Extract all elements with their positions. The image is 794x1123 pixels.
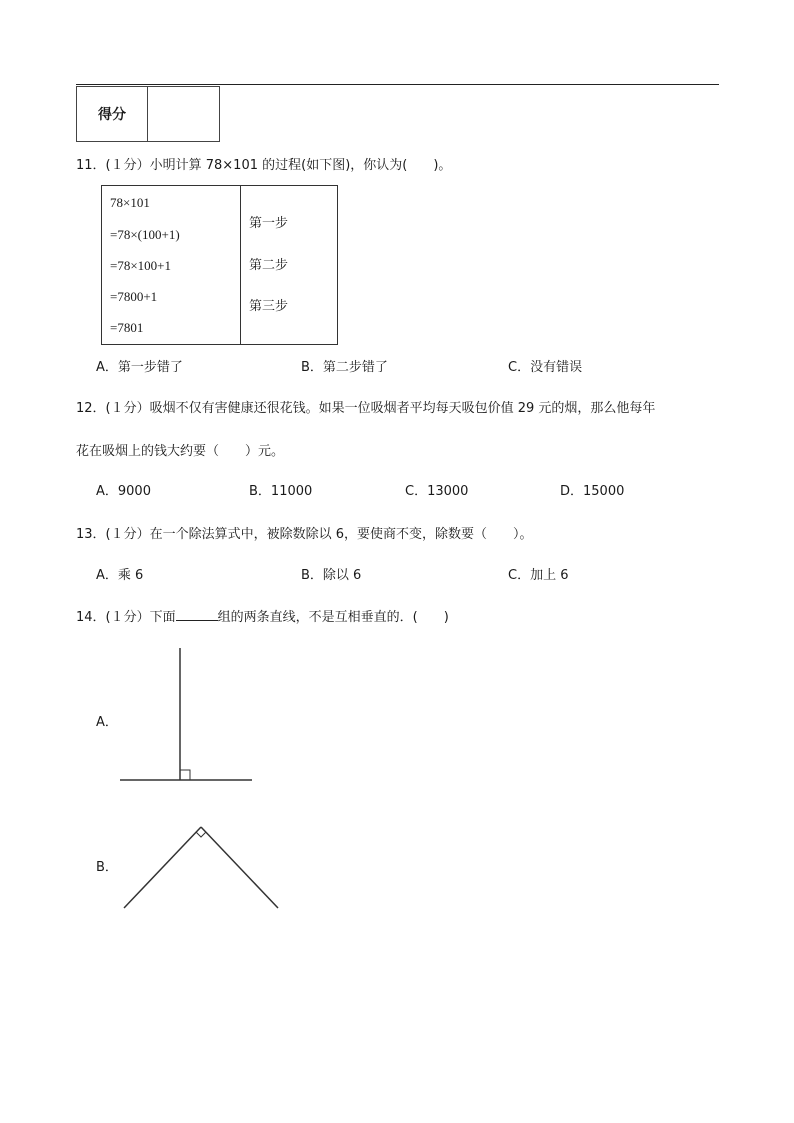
score-value xyxy=(148,87,219,141)
q14-option-b[interactable]: B． xyxy=(96,860,118,875)
q14-figure-a xyxy=(110,640,270,790)
q11-option-c[interactable]: C．没有错误 xyxy=(508,360,583,375)
question-11-stem: 11．(１分）小明计算 78×101 的过程(如下图)，你认为( )。 xyxy=(76,158,452,173)
left-slant-line xyxy=(124,827,201,908)
right-angle-mark xyxy=(196,832,206,837)
q13-option-c[interactable]: C．加上 6 xyxy=(508,568,569,583)
q12-option-c[interactable]: C．13000 xyxy=(405,484,469,499)
q13-option-b[interactable]: B．除以 6 xyxy=(301,568,362,583)
q13-option-a[interactable]: A．乘 6 xyxy=(96,568,144,583)
calc-line-4: =7800+1 xyxy=(110,289,158,304)
q14-figure-b xyxy=(110,820,290,920)
right-slant-line xyxy=(201,827,278,908)
question-14-stem-suffix: 组的两条直线，不是互相垂直的．( ) xyxy=(217,610,449,625)
q14-option-a[interactable]: A． xyxy=(96,715,118,730)
q11-option-b[interactable]: B．第二步错了 xyxy=(301,360,388,375)
calc-line-3: =78×100+1 xyxy=(110,258,171,273)
calc-line-2: =78×(100+1) xyxy=(110,227,180,242)
question-13-stem: 13．(１分）在一个除法算式中，被除数除以 6，要使商不变，除数要（ ）。 xyxy=(76,527,533,542)
step-1-label: 第一步 xyxy=(249,216,289,231)
calc-table-divider xyxy=(240,185,241,345)
calc-line-5: =7801 xyxy=(110,320,144,335)
step-2-label: 第二步 xyxy=(249,258,289,273)
score-box xyxy=(76,86,220,142)
q12-option-d[interactable]: D．15000 xyxy=(560,484,625,499)
top-rule xyxy=(76,84,719,85)
q11-option-a[interactable]: A．第一步错了 xyxy=(96,360,183,375)
q12-option-b[interactable]: B．11000 xyxy=(249,484,313,499)
right-angle-mark xyxy=(180,770,190,780)
answer-blank xyxy=(176,608,218,621)
question-14-stem-prefix: 14．(１分）下面 xyxy=(76,610,176,625)
q12-option-a[interactable]: A．9000 xyxy=(96,484,151,499)
score-label: 得分 xyxy=(77,87,148,141)
calc-line-1: 78×101 xyxy=(110,195,150,210)
step-3-label: 第三步 xyxy=(249,299,289,314)
question-14-stem xyxy=(76,608,449,627)
question-12-stem-line-1: 12．(１分）吸烟不仅有害健康还很花钱。如果一位吸烟者平均每天吸包价值 29 元的烟，那么他每年 xyxy=(76,401,656,416)
question-12-stem-line-2: 花在吸烟上的钱大约要（ ）元。 xyxy=(76,444,285,459)
